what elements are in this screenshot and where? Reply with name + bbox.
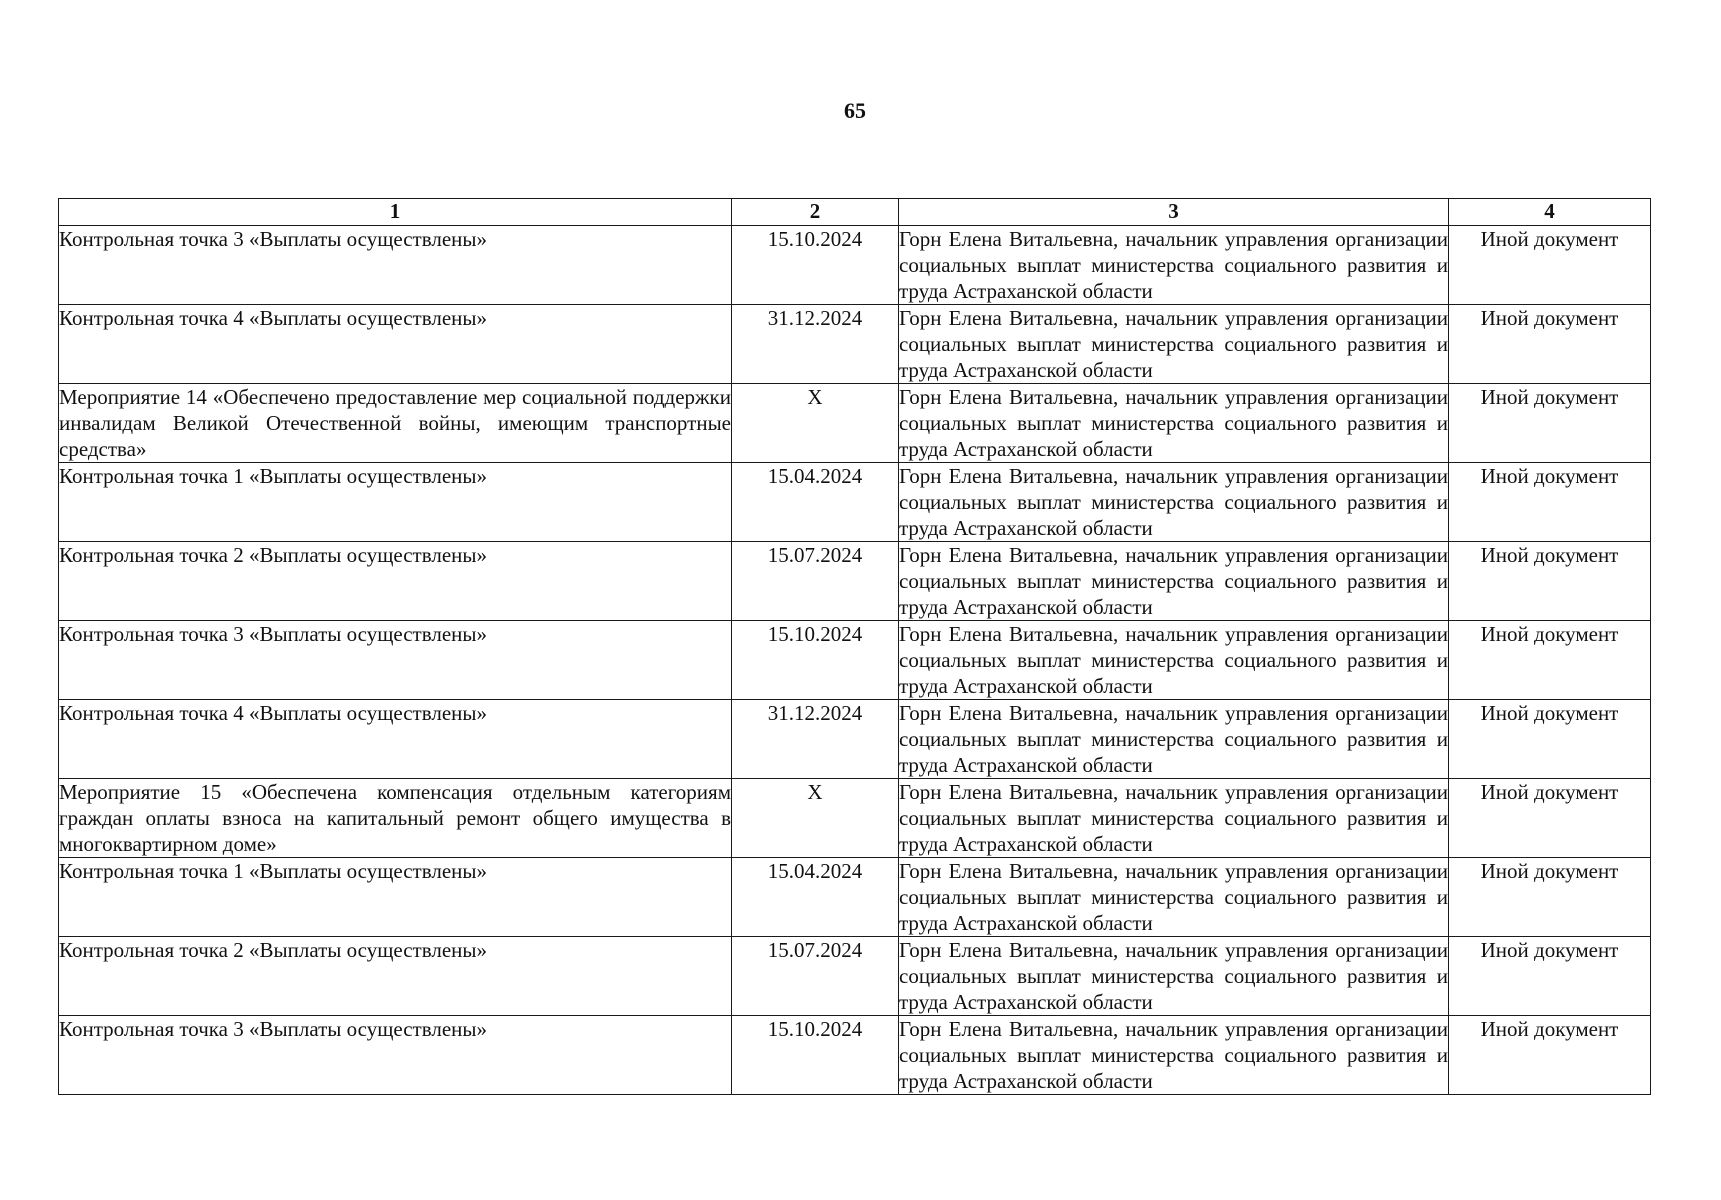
item-cell: Контрольная точка 4 «Выплаты осуществлены» xyxy=(59,700,732,779)
table-row xyxy=(59,542,1651,621)
item-cell: Контрольная точка 3 «Выплаты осуществлены» xyxy=(59,1016,732,1095)
page-number: 65 xyxy=(844,98,866,123)
item-cell: Контрольная точка 3 «Выплаты осуществлены» xyxy=(59,226,732,305)
responsible-cell: Горн Елена Витальевна, начальник управления организации социальных выплат министерства социального развития и труда Астраханской области xyxy=(899,780,1448,856)
responsible-cell: Горн Елена Витальевна, начальник управления организации социальных выплат министерства социального развития и труда Астраханской области xyxy=(899,622,1448,698)
date-cell: 15.07.2024 xyxy=(732,937,899,1016)
responsible-cell: Горн Елена Витальевна, начальник управления организации социальных выплат министерства социального развития и труда Астраханской области xyxy=(899,464,1448,540)
document-type-cell: Иной документ xyxy=(1449,305,1651,384)
document-type-cell: Иной документ xyxy=(1449,226,1651,305)
date-cell: Х xyxy=(732,384,899,463)
document-type-cell: Иной документ xyxy=(1449,937,1651,1016)
table-row xyxy=(59,779,1651,858)
document-table xyxy=(58,198,1651,1095)
date-cell: 15.04.2024 xyxy=(732,463,899,542)
document-type-cell: Иной документ xyxy=(1449,463,1651,542)
date-cell: 31.12.2024 xyxy=(732,305,899,384)
table-row xyxy=(59,305,1651,384)
item-cell: Мероприятие 15 «Обеспечена компенсация отдельным категориям граждан оплаты взноса на капитальный ремонт общего имущества в многоквартирном доме» xyxy=(59,780,731,856)
item-cell: Контрольная точка 1 «Выплаты осуществлены» xyxy=(59,463,732,542)
document-type-cell: Иной документ xyxy=(1449,384,1651,463)
responsible-cell: Горн Елена Витальевна, начальник управления организации социальных выплат министерства социального развития и труда Астраханской области xyxy=(899,385,1448,461)
item-cell: Контрольная точка 2 «Выплаты осуществлены» xyxy=(59,542,732,621)
responsible-cell: Горн Елена Витальевна, начальник управления организации социальных выплат министерства социального развития и труда Астраханской области xyxy=(899,1017,1448,1093)
item-cell: Контрольная точка 3 «Выплаты осуществлены» xyxy=(59,621,732,700)
item-cell: Мероприятие 14 «Обеспечено предоставление мер социальной поддержки инвалидам Великой Отечественной войны, имеющим транспортные средства» xyxy=(59,385,731,461)
document-type-cell: Иной документ xyxy=(1449,700,1651,779)
table-row xyxy=(59,858,1651,937)
item-cell: Контрольная точка 4 «Выплаты осуществлены» xyxy=(59,305,732,384)
table-row xyxy=(59,1016,1651,1095)
responsible-cell: Горн Елена Витальевна, начальник управления организации социальных выплат министерства социального развития и труда Астраханской области xyxy=(899,938,1448,1014)
document-type-cell: Иной документ xyxy=(1449,1016,1651,1095)
date-cell: 31.12.2024 xyxy=(732,700,899,779)
item-cell: Контрольная точка 1 «Выплаты осуществлены» xyxy=(59,858,732,937)
date-cell: 15.04.2024 xyxy=(732,858,899,937)
date-cell: 15.10.2024 xyxy=(732,1016,899,1095)
responsible-cell: Горн Елена Витальевна, начальник управления организации социальных выплат министерства социального развития и труда Астраханской области xyxy=(899,306,1448,382)
document-type-cell: Иной документ xyxy=(1449,621,1651,700)
responsible-cell: Горн Елена Витальевна, начальник управления организации социальных выплат министерства социального развития и труда Астраханской области xyxy=(899,543,1448,619)
date-cell: 15.10.2024 xyxy=(732,621,899,700)
date-cell: Х xyxy=(732,779,899,858)
table-header-row xyxy=(59,199,1651,226)
table-row xyxy=(59,226,1651,305)
table-row xyxy=(59,700,1651,779)
column-header-3: 3 xyxy=(899,199,1449,226)
responsible-cell: Горн Елена Витальевна, начальник управления организации социальных выплат министерства социального развития и труда Астраханской области xyxy=(899,859,1448,935)
document-type-cell: Иной документ xyxy=(1449,542,1651,621)
responsible-cell: Горн Елена Витальевна, начальник управления организации социальных выплат министерства социального развития и труда Астраханской области xyxy=(899,227,1448,303)
date-cell: 15.07.2024 xyxy=(732,542,899,621)
document-type-cell: Иной документ xyxy=(1449,779,1651,858)
table-row xyxy=(59,384,1651,463)
date-cell: 15.10.2024 xyxy=(732,226,899,305)
responsible-cell: Горн Елена Витальевна, начальник управления организации социальных выплат министерства социального развития и труда Астраханской области xyxy=(899,701,1448,777)
column-header-1: 1 xyxy=(59,199,732,226)
table-row xyxy=(59,463,1651,542)
table-row xyxy=(59,621,1651,700)
table-row xyxy=(59,937,1651,1016)
item-cell: Контрольная точка 2 «Выплаты осуществлены» xyxy=(59,937,732,1016)
column-header-4: 4 xyxy=(1449,199,1651,226)
column-header-2: 2 xyxy=(732,199,899,226)
document-type-cell: Иной документ xyxy=(1449,858,1651,937)
